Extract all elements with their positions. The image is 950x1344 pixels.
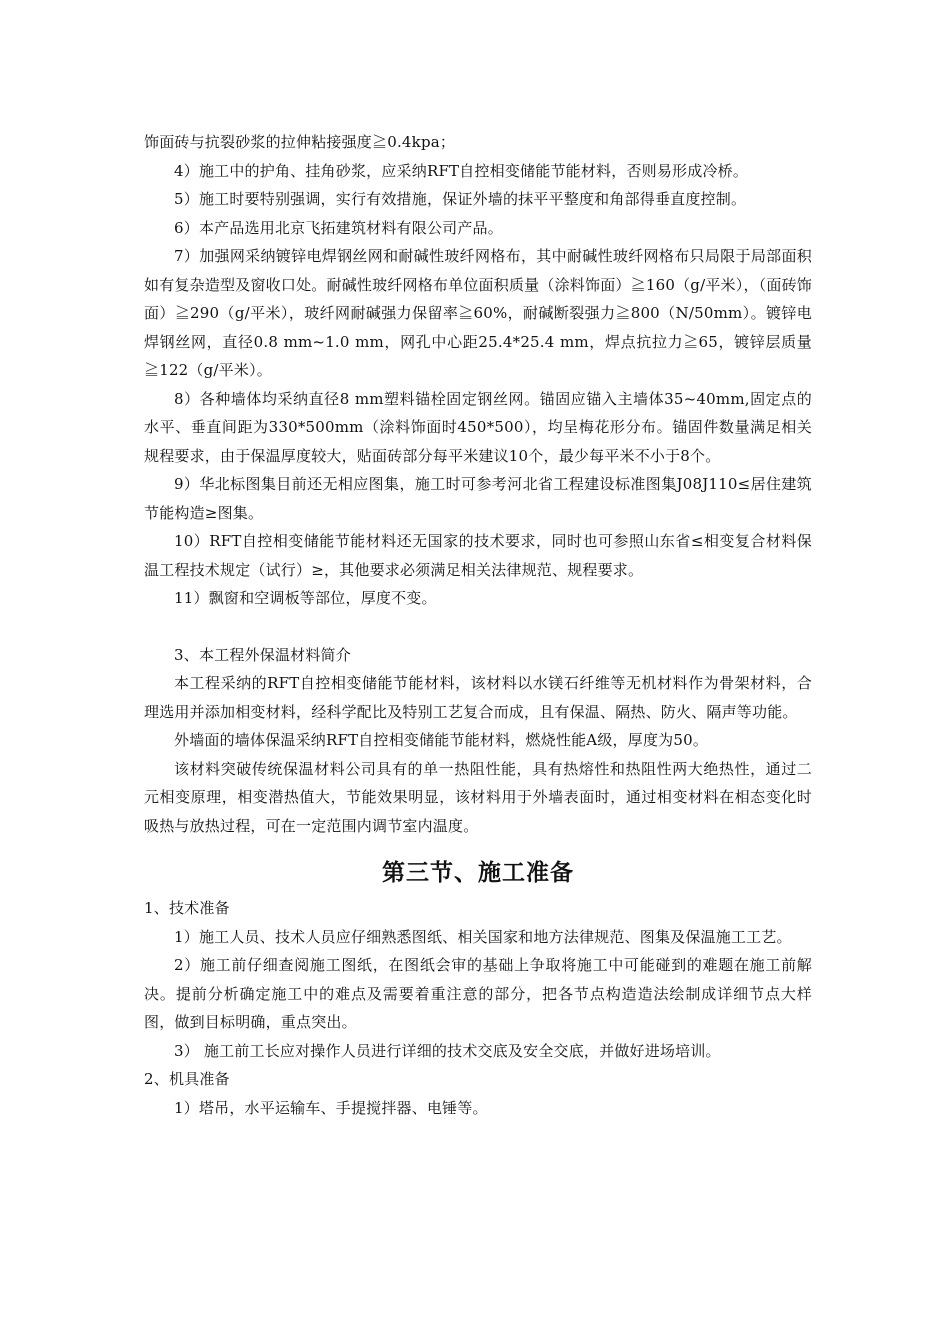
intro-paragraph-3: 该材料突破传统保温材料公司具有的单一热阻性能，具有热熔性和热阻性两大绝热性，通过二元相变原理，相变潜热值大，节能效果明显，该材料用于外墙表面时，通过相变材料在相态变化时吸热与放热过程，可在一定范围内调节室内温度。 <box>144 759 812 835</box>
tech-heading: 1、技术准备 <box>144 899 230 917</box>
paragraph-item-11: 11）飘窗和空调板等部位，厚度不变。 <box>174 589 437 607</box>
blank-line <box>144 613 812 641</box>
paragraph-item-6: 6）本产品选用北京飞拓建筑材料有限公司产品。 <box>174 218 503 237</box>
section-title: 第三节、施工准备 <box>382 860 574 886</box>
intro-heading: 3、本工程外保温材料简介 <box>174 645 351 664</box>
intro-paragraph-1: 本工程采纳的RFT自控相变储能节能材料，该材料以水镁石纤维等无机材料作为骨架材料，合理选用并添加相变材料，经科学配比及特别工艺复合而成，且有保温、隔热、防火、隔声等功能。 <box>144 674 812 721</box>
tech-item-2: 2）施工前仔细查阅施工图纸，在图纸会审的基础上争取将施工中可能碰到的难题在施工前解决。提前分析确定施工中的难点及需要着重注意的部分，把各节点构造造法绘制成详细节点大样图，做到目标明确，重点突出。 <box>144 956 812 1031</box>
machine-item-1: 1）塔吊，水平运输车、手提搅拌器、电锤等。 <box>174 1098 488 1117</box>
document-body <box>144 128 812 1122</box>
intro-paragraph-2: 外墙面的墙体保温采纳RFT自控相变储能节能材料，燃烧性能A级，厚度为50。 <box>174 731 709 749</box>
paragraph-item-8: 8）各种墙体均采纳直径8 mm塑料锚栓固定钢丝网。锚固应锚入主墙体35~40mm,固定点的水平、垂直间距为330*500mm（涂料饰面时450*500），均呈梅花形分布。锚固件数量满足相关规程要求，由于保温厚度较大，贴面砖部分每平米建议10个，最少每平米不小于8个。 <box>144 389 812 465</box>
paragraph-item-7: 7）加强网采纳镀锌电焊钢丝网和耐碱性玻纤网格布，其中耐碱性玻纤网格布只局限于局部面积如有复杂造型及窗收口处。耐碱性玻纤网格布单位面积质量（涂料饰面）≧160（g/平米），（面砖饰面）≧290（g/平米），玻纤网耐碱强力保留率≧60%，耐碱断裂强力≧800（N/50mm）。镀锌电焊钢丝网，直径0.8 mm~1.0 mm，网孔中心距25.4*25.4 mm，焊点抗拉力≧65，镀锌层质量≧122（g/平米）。 <box>144 247 812 379</box>
paragraph-strength: 饰面砖与抗裂砂浆的拉伸粘接强度≧0.4kpa； <box>144 133 456 151</box>
paragraph-item-5: 5）施工时要特别强调，实行有效措施，保证外墙的抹平平整度和角部得垂直度控制。 <box>174 190 747 208</box>
paragraph-item-4: 4）施工中的护角、挂角砂浆，应采纳RFT自控相变储能节能材料，否则易形成冷桥。 <box>174 161 749 180</box>
tech-item-3: 3） 施工前工长应对操作人员进行详细的技术交底及安全交底，并做好进场培训。 <box>174 1041 721 1060</box>
paragraph-item-9: 9）华北标图集目前还无相应图集，施工时可参考河北省工程建设标准图集J08J110≤居住建筑节能构造≥图集。 <box>144 475 812 522</box>
machine-heading: 2、机具准备 <box>144 1070 230 1088</box>
tech-item-1: 1）施工人员、技术人员应仔细熟悉图纸、相关国家和地方法律规范、图集及保温施工工艺。 <box>174 927 792 946</box>
paragraph-item-10: 10）RFT自控相变储能节能材料还无国家的技术要求，同时也可参照山东省≤相变复合材料保温工程技术规定（试行）≥，其他要求必须满足相关法律规范、规程要求。 <box>144 532 812 579</box>
